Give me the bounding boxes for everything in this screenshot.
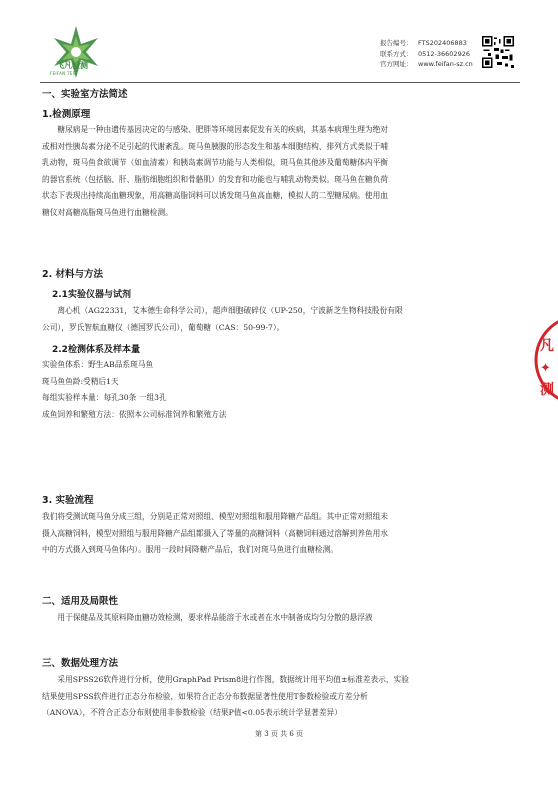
report-number: FTS202406883 [418,39,467,47]
paragraph-line: 离心机（AG22331，艾本德生命科学公司），超声细胞破碎仪（UP-250，宁波新芝生物科技股份有限 [57,306,403,315]
paragraph-line: 乳动物，斑马鱼食欲调节（如血清素）和胰岛素调节功能与人类相似，斑马鱼其他涉及葡萄糖体内平衡 [42,158,388,168]
report-number-label: 报告编号： [380,39,413,47]
svg-text:✦: ✦ [540,361,551,376]
paragraph-line: 摄入高糖饲料，模型对照组与服用降糖产品组都摄入了等量的高糖饲料（高糖饲料通过溶解到养鱼用水 [42,528,388,538]
website-label: 官方网址： [380,60,413,68]
paragraph-line: （ANOVA），不符合正态分布则使用非参数检验（结果P值<0.05表示统计学显著差异） [42,708,342,718]
paragraph-line: 用于保健品及其原料降血糖功效检测，要求样品能溶于水或者在水中制备成均匀分散的悬浮液 [57,613,373,622]
paragraph-line: 斑马鱼鱼龄:受精后1天 [42,376,119,386]
paragraph-line: 成鱼饲养和繁殖方法：依照本公司标准饲养和繁殖方法 [42,409,227,419]
section-data-processing-body [42,672,518,722]
logo-english-name: FEIFAN TEST [50,71,79,76]
paragraph-line: 结果使用SPSS软件进行正态分布检验，如果符合正态分布数据显著性使用T参数检验或方差分析 [42,691,368,701]
report-number-row [380,38,473,49]
section-data-processing-title: 三、数据处理方法 [42,658,119,669]
section-3-title: 3. 实验流程 [42,495,94,506]
section-2-2-body [42,357,518,423]
svg-text:测: 测 [540,382,554,398]
section-1-1-body [42,122,518,222]
official-seal-icon [530,310,558,410]
report-header-info [380,38,473,70]
logo-chinese-name: 飞凡检测 [56,61,88,70]
qr-code-icon[interactable] [482,36,514,68]
paragraph-line: 中的方式摄入到斑马鱼体内）。服用一段时间降糖产品后，我们对斑马鱼进行血糖检测。 [42,545,338,555]
svg-text:凡: 凡 [540,338,554,354]
section-2-2-title: 2.2检测体系及样本量 [52,345,140,355]
paragraph-line: 采用SPSS26软件进行分析，使用GraphPad Prism8进行作图，数据统计用平均值±标准差表示，实验 [57,675,409,684]
paragraph-line: 糖尿病是一种由遗传基因决定的与感染、肥胖等环境因素促发有关的疾病，其基本病理生理为绝对 [57,125,388,134]
paragraph-line: 或相对性胰岛素分泌不足引起的代谢紊乱。斑马鱼胰腺的形态发生和基本细胞结构、排列方式类似于哺 [42,141,388,151]
section-1-1-title: 1.检测原理 [42,109,91,120]
page-number: 第 3 页 共 6 页 [254,730,304,738]
section-2-title: 2. 材料与方法 [42,269,104,280]
section-2-1-title: 2.1实验仪器与试剂 [52,290,131,300]
paragraph-line: 实验鱼体系：野生AB品系斑马鱼 [42,360,154,369]
paragraph-line: 的器官系统（包括脑、肝、脂肪细胞组织和骨骼肌）的发育和功能也与哺乳动物类似。斑马鱼在糖负荷 [42,174,388,184]
paragraph-line: 公司），罗氏智航血糖仪（德国罗氏公司），葡萄糖（CAS：50-99-7）。 [42,322,285,332]
website-row [380,59,473,70]
section-applicability-body [42,610,518,627]
section-3-body [42,509,518,559]
section-2-1-body [42,303,518,336]
contact-row [380,49,473,60]
paragraph-line: 每组实验样本量：每孔30条 一组3孔 [42,393,167,403]
website-url[interactable]: www.feifan-sz.cn [418,60,473,68]
contact-phone: 0512-36602926 [418,49,470,58]
paragraph-line: 我们将受测试斑马鱼分成三组，分别是正常对照组、模型对照组和服用降糖产品组。其中正常对照组未 [42,512,388,521]
paragraph-line: 状态下表现出持续高血糖现象，用高糖高脂饲料可以诱发斑马鱼高血糖，模拟人的二型糖尿病。使用血 [42,191,388,201]
contact-label: 联系方式： [380,49,413,58]
paragraph-line: 糖仪对高糖高脂斑马鱼进行血糖检测。 [42,207,173,217]
section-1-title: 一、实验室方法简述 [42,89,128,100]
section-applicability-title: 二、适用及局限性 [42,596,119,607]
header-divider [40,82,520,83]
